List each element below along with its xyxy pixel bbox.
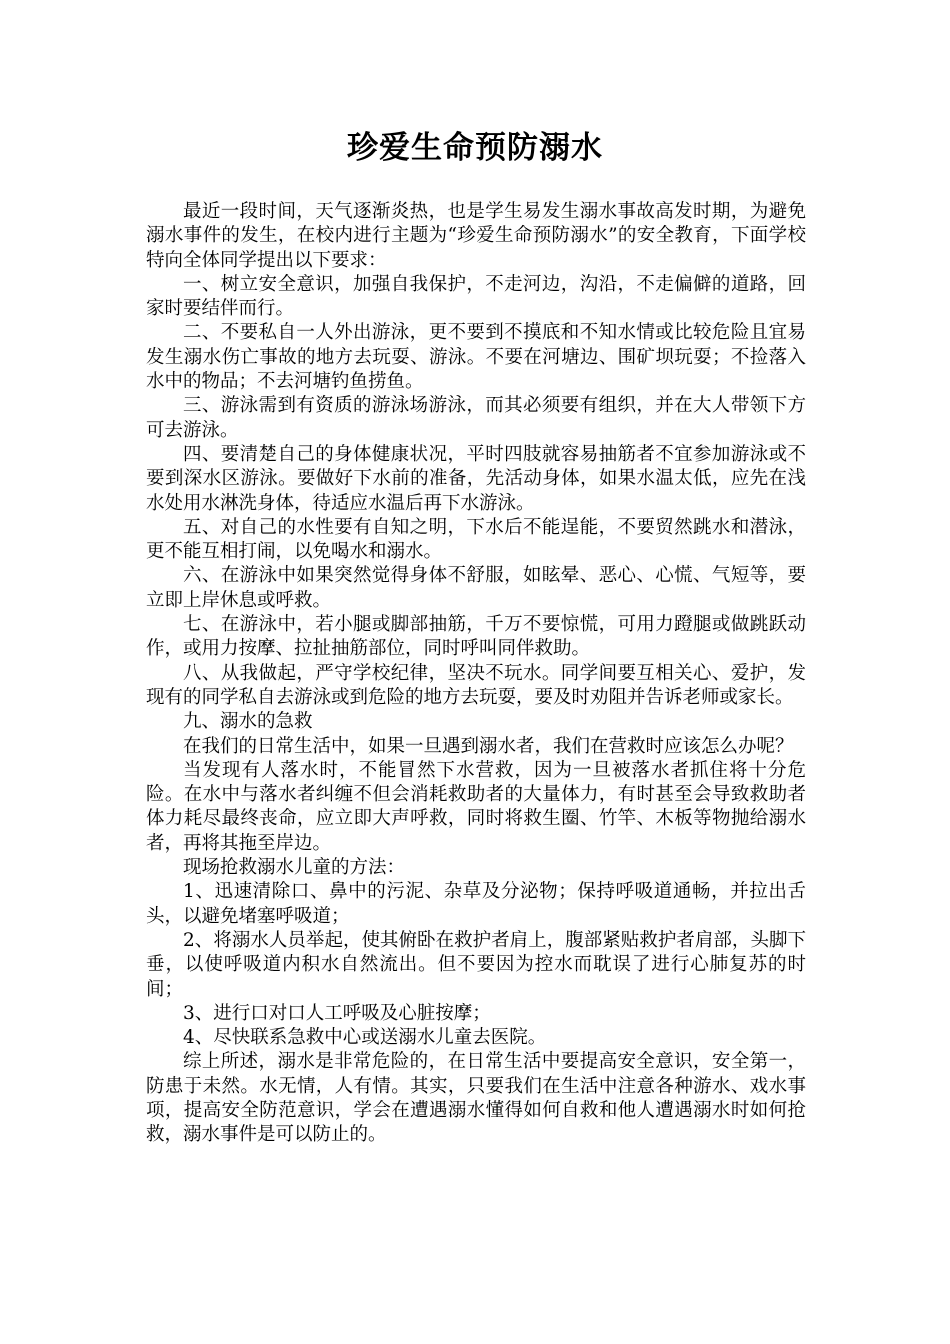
paragraph-method-3: 3、进行口对口人工呼吸及心脏按摩；	[183, 1002, 491, 1024]
paragraph-methods-heading: 现场抢救溺水儿童的方法：	[183, 857, 406, 879]
paragraph-rescue-advice: 当发现有人落水时，不能冒然下水营救，因为一旦被落水者抓住将十分危险。在水中与落水者纠缠不但会消耗救助者的大量体力，有时甚至会导致救助者体力耗尽最终丧命，应立即大声呼救，同时将救生圈、竹竿、木板等物抛给溺水者，再将其拖至岸边。	[146, 759, 806, 854]
paragraph-rule-1: 一、树立安全意识，加强自我保护，不走河边，沟沿，不走偏僻的道路，回家时要结伴而行。	[146, 273, 806, 320]
paragraph-rule-7: 七、在游泳中，若小腿或脚部抽筋，千万不要惊慌，可用力蹬腿或做跳跃动作，或用力按摩、拉扯抽筋部位，同时呼叫同伴救助。	[146, 614, 806, 660]
paragraph-intro: 最近一段时间，天气逐渐炎热，也是学生易发生溺水事故高发时期，为避免溺水事件的发生，在校内进行主题为“珍爱生命预防溺水”的安全教育，下面学校特向全体同学提出以下要求：	[146, 201, 806, 271]
paragraph-rule-9-heading: 九、溺水的急救	[183, 711, 313, 733]
paragraph-rule-4: 四、要清楚自己的身体健康状况，平时四肢就容易抽筋者不宜参加游泳或不要到深水区游泳。要做好下水前的准备，先活动身体，如果水温太低，应先在浅水处用水淋洗身体，待适应水温后再下水游泳。	[146, 443, 806, 514]
document-body	[146, 200, 806, 1148]
paragraph-rule-2: 二、不要私自一人外出游泳，更不要到不摸底和不知水情或比较危险且宜易发生溺水伤亡事故的地方去玩耍、游泳。不要在河塘边、围矿坝玩耍；不捡落入水中的物品；不去河塘钓鱼捞鱼。	[146, 322, 806, 393]
paragraph-method-2: 2、将溺水人员举起，使其俯卧在救护者肩上，腹部紧贴救护者肩部，头脚下垂，以使呼吸道内积水自然流出。但不要因为控水而耽误了进行心肺复苏的时间；	[146, 929, 806, 1000]
paragraph-rule-5: 五、对自己的水性要有自知之明，下水后不能逞能，不要贸然跳水和潜泳，更不能互相打闹，以免喝水和溺水。	[146, 516, 806, 563]
paragraph-rule-6: 六、在游泳中如果突然觉得身体不舒服，如眩晕、恶心、心慌、气短等，要立即上岸休息或呼救。	[146, 565, 806, 611]
paragraph-rule-8: 八、从我做起，严守学校纪律，坚决不玩水。同学间要互相关心、爱护，发现有的同学私自去游泳或到危险的地方去玩耍，要及时劝阻并告诉老师或家长。	[146, 662, 806, 708]
document-title: 珍爱生命预防溺水	[347, 130, 603, 166]
paragraph-rescue-question: 在我们的日常生活中，如果一旦遇到溺水者，我们在营救时应该怎么办呢？	[183, 735, 794, 757]
paragraph-method-1: 1、迅速清除口、鼻中的污泥、杂草及分泌物；保持呼吸道通畅，并拉出舌头，以避免堵塞呼吸道；	[146, 881, 806, 927]
paragraph-method-4: 4、尽快联系急救中心或送溺水儿童去医院。	[183, 1027, 547, 1049]
paragraph-rule-3: 三、游泳需到有资质的游泳场游泳，而其必须要有组织，并在大人带领下方可去游泳。	[146, 395, 806, 441]
paragraph-conclusion: 综上所述，溺水是非常危险的，在日常生活中要提高安全意识，安全第一，防患于未然。水无情，人有情。其实，只要我们在生活中注意各种游水、戏水事项，提高安全防范意识，学会在遭遇溺水懂得如何自救和他人遭遇溺水时如何抢救，溺水事件是可以防止的。	[146, 1051, 806, 1146]
